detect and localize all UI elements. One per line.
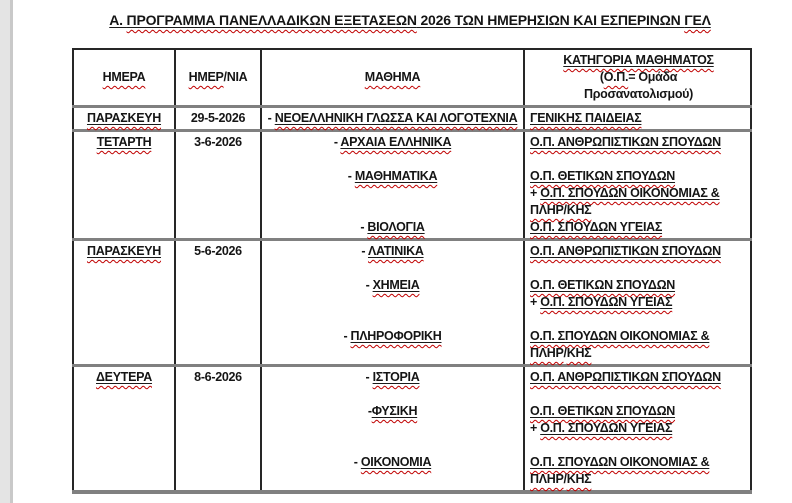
subject-cell-line: - ΟΙΚΟΝΟΜΙΑ (353, 455, 432, 469)
date-cell-line: 3-6-2026 (194, 135, 242, 149)
table-row (73, 107, 751, 131)
subject-cell-line: - ΠΛΗΡΟΦΟΡΙΚΗ (343, 329, 442, 343)
subject-cell-line: - ΧΗΜΕΙΑ (365, 278, 420, 292)
category-cell-line: ΠΛΗΡ/ΚΗΣ (530, 346, 592, 360)
category-cell-line (530, 151, 747, 168)
subject-cell-line (262, 151, 523, 168)
date-cell-line: 8-6-2026 (194, 370, 242, 384)
header-date (175, 49, 261, 107)
category-cell-line: Ο.Π. ΑΝΘΡΩΠΙΣΤΙΚΩΝ ΣΠΟΥΔΩΝ (530, 370, 721, 384)
date-cell-line: 5-6-2026 (194, 244, 242, 258)
subject-cell-line: - ΝΕΟΕΛΛΗΝΙΚΗ ΓΛΩΣΣΑ ΚΑΙ ΛΟΓΟΤΕΧΝΙΑ (267, 111, 518, 125)
subject-cell (261, 366, 524, 493)
category-cell-line: Ο.Π. ΣΠΟΥΔΩΝ ΟΙΚΟΝΟΜΙΑΣ & (530, 455, 710, 469)
subject-cell-line (262, 471, 523, 488)
header-date-line: ΗΜΕΡ/ΝΙΑ (188, 70, 248, 84)
category-cell-line (530, 386, 747, 403)
subject-cell-line (262, 345, 523, 362)
day-cell (73, 240, 175, 366)
header-category-line: Προσανατολισμού) (583, 87, 694, 101)
date-cell-line: 29-5-2026 (190, 111, 246, 125)
category-cell-line: ΓΕΝΙΚΗΣ ΠΑΙΔΕΙΑΣ (530, 111, 642, 125)
table-row (73, 131, 751, 240)
subject-cell-line (262, 260, 523, 277)
day-cell (73, 366, 175, 493)
day-cell-line: ΠΑΡΑΣΚΕΥΗ (86, 111, 162, 125)
header-row (73, 49, 751, 107)
category-cell (524, 240, 751, 366)
header-day-line: ΗΜΕΡΑ (102, 70, 146, 84)
subject-cell-line (262, 311, 523, 328)
subject-cell-line: - ΜΑΘΗΜΑΤΙΚΑ (347, 169, 438, 183)
day-cell (73, 131, 175, 240)
subject-cell-line (262, 386, 523, 403)
subject-cell-line: - ΛΑΤΙΝΙΚΑ (361, 244, 424, 258)
category-cell-line: ΠΛΗΡ/ΚΗΣ (530, 203, 592, 217)
category-cell-line: Ο.Π. ΣΠΟΥΔΩΝ ΟΙΚΟΝΟΜΙΑΣ & (530, 329, 710, 343)
document-title (60, 12, 760, 29)
header-category-line: (Ο.Π.= Ομάδα (599, 70, 678, 84)
category-cell-line (530, 311, 747, 328)
subject-cell (261, 240, 524, 366)
day-cell-line: ΠΑΡΑΣΚΕΥΗ (86, 244, 162, 258)
subject-cell-line: - ΙΣΤΟΡΙΑ (365, 370, 420, 384)
category-cell-line: Ο.Π. ΘΕΤΙΚΩΝ ΣΠΟΥΔΩΝ (530, 169, 676, 183)
category-cell-line: Ο.Π. ΘΕΤΙΚΩΝ ΣΠΟΥΔΩΝ (530, 404, 676, 418)
category-cell-line: Ο.Π. ΑΝΘΡΩΠΙΣΤΙΚΩΝ ΣΠΟΥΔΩΝ (530, 244, 721, 258)
subject-cell (261, 131, 524, 240)
header-subject-line: ΜΑΘΗΜΑ (364, 70, 421, 84)
date-cell (175, 366, 261, 493)
subject-cell (261, 107, 524, 131)
subject-cell-line: - ΑΡΧΑΙΑ ΕΛΛΗΝΙΚΑ (333, 135, 452, 149)
category-cell-line: Ο.Π. ΘΕΤΙΚΩΝ ΣΠΟΥΔΩΝ (530, 278, 676, 292)
header-subject (261, 49, 524, 107)
date-cell (175, 131, 261, 240)
header-day (73, 49, 175, 107)
table-row (73, 366, 751, 493)
day-cell-line: ΔΕΥΤΕΡΑ (96, 370, 152, 384)
category-cell (524, 131, 751, 240)
header-category (524, 49, 751, 107)
header-category-line: ΚΑΤΗΓΟΡΙΑ ΜΑΘΗΜΑΤΟΣ (563, 53, 714, 67)
subject-cell-line (262, 185, 523, 202)
date-cell (175, 240, 261, 366)
day-cell-line: ΤΕΤΑΡΤΗ (96, 135, 152, 149)
category-cell-line: ΠΛΗΡ/ΚΗΣ (530, 472, 592, 486)
category-cell-line: + Ο.Π. ΣΠΟΥΔΩΝ ΥΓΕΙΑΣ (530, 295, 673, 309)
document-title-line: Α. ΠΡΟΓΡΑΜΜΑ ΠΑΝΕΛΛΑΔΙΚΩΝ ΕΞΕΤΑΣΕΩΝ 2026 ΤΩΝ ΗΜΕΡΗΣΙΩΝ ΚΑΙ ΕΣΠΕΡΙΝΩΝ ΓΕΛ (109, 12, 711, 28)
day-cell (73, 107, 175, 131)
category-cell (524, 366, 751, 493)
category-cell-line: Ο.Π. ΑΝΘΡΩΠΙΣΤΙΚΩΝ ΣΠΟΥΔΩΝ (530, 135, 721, 149)
category-cell (524, 107, 751, 131)
subject-cell-line (262, 420, 523, 437)
category-cell-line (530, 260, 747, 277)
category-cell-line: + Ο.Π. ΣΠΟΥΔΩΝ ΥΓΕΙΑΣ (530, 421, 673, 435)
category-cell-line: Ο.Π. ΣΠΟΥΔΩΝ ΥΓΕΙΑΣ (530, 220, 663, 234)
subject-cell-line (262, 202, 523, 219)
table-row (73, 240, 751, 366)
subject-cell-line: -ΦΥΣΙΚΗ (367, 404, 418, 418)
date-cell (175, 107, 261, 131)
subject-cell-line (262, 437, 523, 454)
exam-schedule-table (72, 48, 752, 494)
category-cell-line (530, 437, 747, 454)
page-margin-strip (0, 0, 13, 503)
category-cell-line: + Ο.Π. ΣΠΟΥΔΩΝ ΟΙΚΟΝΟΜΙΑΣ & (530, 186, 720, 200)
subject-cell-line: - ΒΙΟΛΟΓΙΑ (360, 220, 425, 234)
subject-cell-line (262, 294, 523, 311)
